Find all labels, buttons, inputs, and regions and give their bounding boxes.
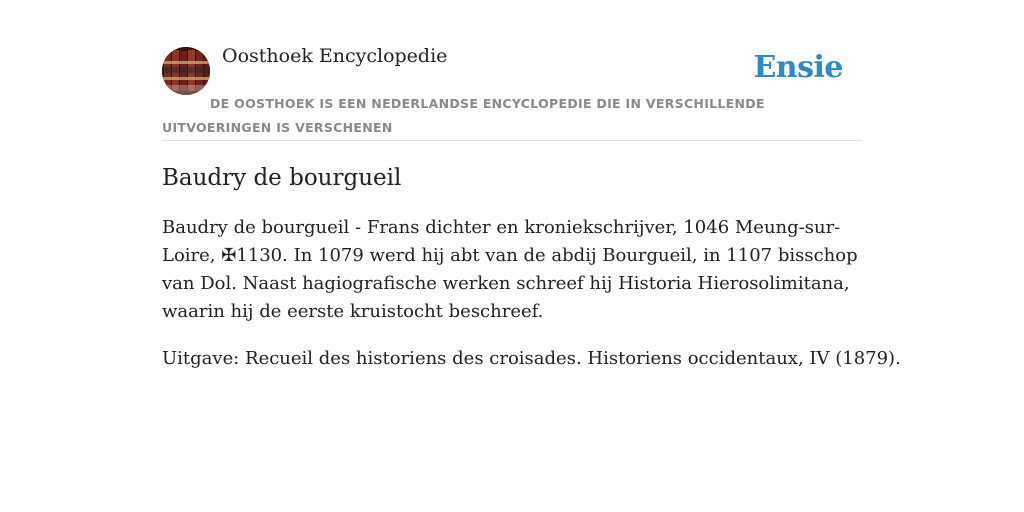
article-body: Baudry de bourgueil - Frans dichter en kroniekschrijver, 1046 Meung-sur-Loire, ✠1130. In 1079 werd hij abt van de abdij Bourgueil, in 1107 bisschop van Dol. Naast hagiografische werken schreef hij Historia Hierosolimitana, waarin hij de eerste kruistocht beschreef. xyxy=(162,217,858,322)
brand-logo[interactable]: Ensie xyxy=(753,50,843,85)
article-source: Uitgave: Recueil des historiens des croisades. Historiens occidentaux, IV (1879). xyxy=(162,348,901,369)
page-title: Baudry de bourgueil xyxy=(162,165,402,191)
site-header xyxy=(162,44,862,141)
encyclopedia-books-icon[interactable] xyxy=(162,47,210,95)
site-tagline: DE OOSTHOEK IS EEN NEDERLANDSE ENCYCLOPEDIE DIE IN VERSCHILLENDE UITVOERINGEN IS VERSCHENEN xyxy=(162,96,765,135)
article xyxy=(162,160,901,373)
site-name[interactable]: Oosthoek Encyclopedie xyxy=(222,45,448,67)
